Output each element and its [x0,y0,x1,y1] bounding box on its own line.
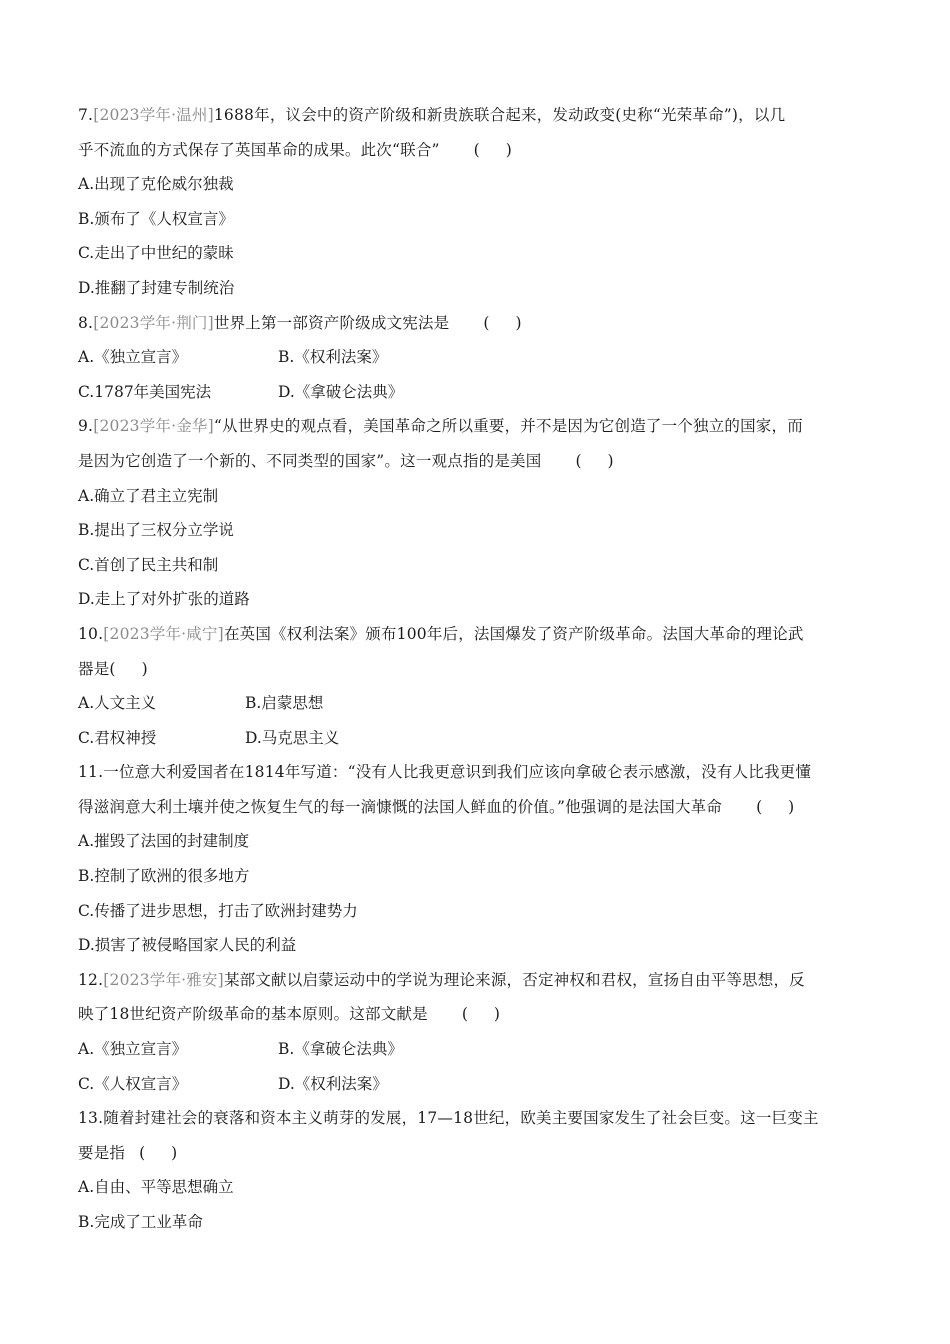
option-a[interactable]: A.出现了克伦威尔独裁 [78,175,234,194]
question-text: 在英国《权利法案》颁布100年后，法国爆发了资产阶级革命。法国大革命的理论武 [223,624,804,643]
question-7 [78,98,878,306]
option-b[interactable]: B.启蒙思想 [245,694,324,713]
option-c[interactable]: C.首创了民主共和制 [78,555,219,574]
option-d[interactable]: D.损害了被侵略国家人民的利益 [78,936,297,955]
option-b[interactable]: B.《拿破仑法典》 [278,1040,403,1059]
question-number: 9. [78,417,94,436]
question-text: 某部文献以启蒙运动中的学说为理论来源，否定神权和君权，宣扬自由平等思想，反 [223,970,805,989]
question-text: 映了18世纪资产阶级革命的基本原则。这部文献是 [78,1005,428,1024]
question-text: 要是指 [78,1143,126,1162]
exam-page [78,98,878,1240]
question-number: 12. [78,970,104,989]
answer-blank[interactable]: ( ) [139,1143,178,1162]
question-10 [78,617,878,755]
option-a[interactable]: A.确立了君主立宪制 [78,486,219,505]
question-source: [2023学年·雅安] [103,970,224,989]
question-number: 11. [78,763,104,782]
answer-blank[interactable]: ( ) [473,140,512,159]
question-source: [2023学年·咸宁] [103,624,224,643]
option-a[interactable]: A.摧毁了法国的封建制度 [78,832,250,851]
answer-blank[interactable]: ( ) [483,313,522,332]
option-d[interactable]: D.《拿破仑法典》 [278,382,404,401]
question-text: 一位意大利爱国者在1814年写道：“没有人比我更意识到我们应该向拿破仑表示感激，没有人比我更懂 [103,763,812,782]
question-number: 10. [78,624,104,643]
question-text: 1688年，议会中的资产阶级和新贵族联合起来，发动政变(史称“光荣革命”)，以几 [213,106,786,124]
question-number: 13. [78,1109,104,1128]
question-number: 8. [78,313,94,332]
option-c[interactable]: C.《人权宣言》 [78,1074,188,1093]
question-text: 随着封建社会的衰落和资本主义萌芽的发展，17—18世纪，欧美主要国家发生了社会巨变。这一巨变主 [103,1109,819,1128]
option-a[interactable]: A.自由、平等思想确立 [78,1178,234,1197]
option-b[interactable]: B.提出了三权分立学说 [78,521,234,540]
option-a[interactable]: A.《独立宣言》 [78,348,188,367]
option-b[interactable]: B.完成了工业革命 [78,1213,203,1231]
option-c[interactable]: C.1787年美国宪法 [78,382,212,401]
question-text: 世界上第一部资产阶级成文宪法是 [213,313,450,332]
option-d[interactable]: D.推翻了封建专制统治 [78,278,235,297]
option-b[interactable]: B.控制了欧洲的很多地方 [78,867,250,886]
option-d[interactable]: D.走上了对外扩张的道路 [78,590,250,609]
question-text: 乎不流血的方式保存了英国革命的成果。此次“联合” [78,140,440,159]
question-source: [2023学年·温州] [93,106,214,124]
option-c[interactable]: C.走出了中世纪的蒙昧 [78,244,234,263]
question-number: 7. [78,106,94,124]
answer-blank[interactable]: ( ) [756,797,795,816]
option-a[interactable]: A.《独立宣言》 [78,1040,188,1059]
question-8 [78,306,878,410]
option-c[interactable]: C.君权神授 [78,728,157,747]
option-b[interactable]: B.《权利法案》 [278,348,388,367]
question-11 [78,755,878,963]
question-text: 器是( [78,659,116,678]
option-a[interactable]: A.人文主义 [78,694,157,713]
option-b[interactable]: B.颁布了《人权宣言》 [78,209,234,228]
answer-blank[interactable]: ( ) [575,451,614,470]
question-12 [78,963,878,1101]
question-source: [2023学年·荆门] [93,313,214,332]
question-text: 是因为它创造了一个新的、不同类型的国家”。这一观点指的是美国 [78,451,542,470]
question-9 [78,409,878,617]
question-source: [2023学年·金华] [93,417,214,436]
option-d[interactable]: D.马克思主义 [245,728,340,747]
option-c[interactable]: C.传播了进步思想，打击了欧洲封建势力 [78,901,358,920]
question-13 [78,1101,878,1239]
paren-close: ) [141,659,148,678]
question-text: 得滋润意大利土壤并使之恢复生气的每一滴慷慨的法国人鲜血的价值。”他强调的是法国大革命 [78,797,723,816]
option-d[interactable]: D.《权利法案》 [278,1074,388,1093]
question-text: “从世界史的观点看，美国革命之所以重要，并不是因为它创造了一个独立的国家，而 [213,417,803,436]
answer-blank[interactable]: ( ) [461,1005,500,1024]
